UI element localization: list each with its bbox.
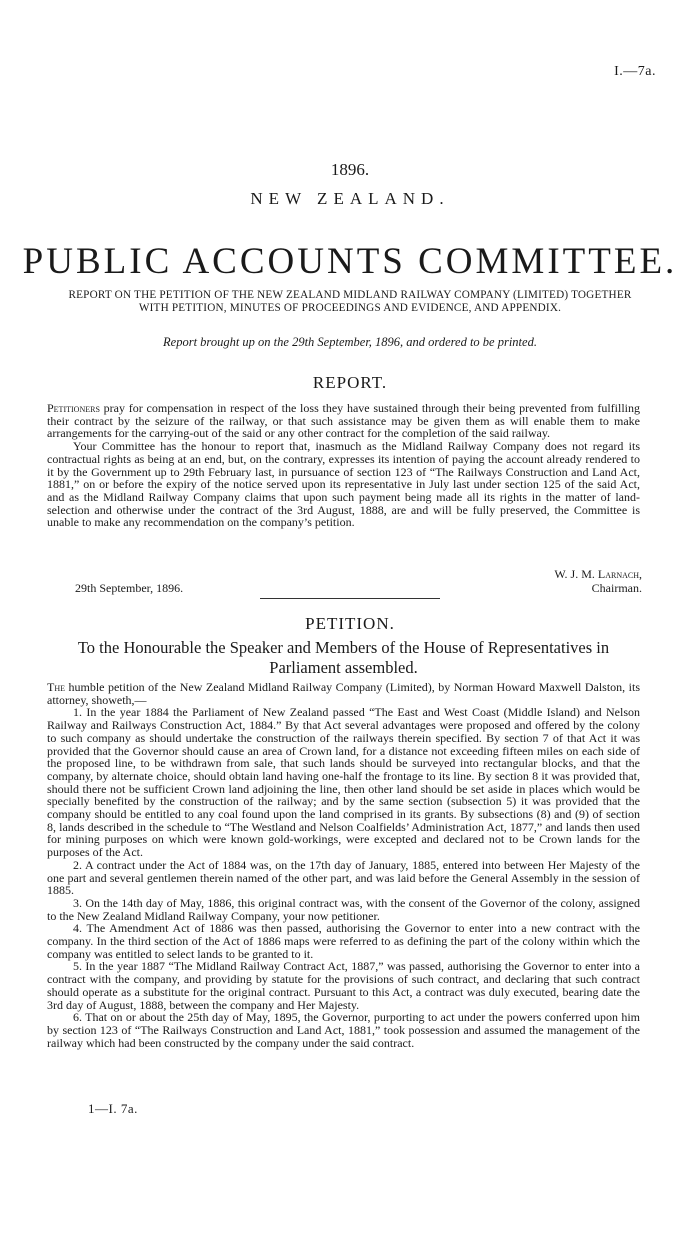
petition-paragraph: 4. The Amendment Act of 1886 was then passed, authorising the Governor to enter into a new contract with the company. In the third section of the Act of 1886 maps were referred to as defining the part of the colony within which the company was entitled to select lands to be granted to it. <box>47 921 640 961</box>
petition-body <box>47 681 640 1049</box>
report-lead-word: Petitioners <box>47 401 100 415</box>
report-paragraph-1 <box>47 402 640 440</box>
signatory-title: Chairman. <box>591 581 642 595</box>
report-body <box>47 402 640 529</box>
report-signatory: W. J. M. Larnach, <box>554 567 642 581</box>
signature-mark: 1—I. 7a. <box>88 1101 138 1116</box>
document-subtitle: REPORT ON THE PETITION OF THE NEW ZEALAND MIDLAND RAILWAY COMPANY (LIMITED) TOGETHER WITH PETITION, MINUTES OF PROCEEDINGS AND EVIDENCE, AND APPENDIX. <box>68 289 632 314</box>
document-title: PUBLIC ACCOUNTS COMMITTEE. <box>22 241 678 282</box>
petition-intro <box>47 681 640 706</box>
country-heading: NEW ZEALAND. <box>250 189 450 208</box>
petition-paragraph: 5. In the year 1887 “The Midland Railway Contract Act, 1887,” was passed, authorising the Governor to enter into a contract with the company, and providing by statute for the provisions of such contract, and declaring that such contract should operate as a substitute for the original contract. Pursuant to this Act, a contract was duly executed, bearing date the 3rd day of August, 1888, between the company and Her Majesty. <box>47 959 640 1012</box>
petition-intro-text: humble petition of the New Zealand Midland Railway Company (Limited), by Norman Howard Maxwell Dalston, its attorney, showeth,— <box>47 680 640 707</box>
petition-paragraph: 3. On the 14th day of May, 1886, this original contract was, with the consent of the Governor of the colony, assigned to the New Zealand Midland Railway Company, your now petitioner. <box>47 895 640 923</box>
brought-up-note: Report brought up on the 29th September, 1896, and ordered to be printed. <box>163 335 537 349</box>
report-date: 29th September, 1896. <box>75 581 184 595</box>
section-divider <box>260 598 440 599</box>
year: 1896. <box>330 160 370 179</box>
petition-paragraph: 2. A contract under the Act of 1884 was, on the 17th day of January, 1885, entered into between Her Majesty of the one part and several gentlemen therein named of the other part, and was laid before the General Assembly in the session of 1885. <box>47 857 640 898</box>
petition-heading: PETITION. <box>305 614 395 633</box>
petition-lead-word: The <box>47 680 65 694</box>
report-heading: REPORT. <box>312 373 388 392</box>
petition-address: To the Honourable the Speaker and Members of the House of Representatives in Parliament assembled. <box>77 638 610 677</box>
report-paragraph-2: Your Committee has the honour to report that, inasmuch as the Midland Railway Company does not regard its contractual rights as being at an end, but, on the contrary, expresses its intention of paying the account already rendered to it by the Government up to 29th February last, in pursuance of section 123 of “The Railways Construction and Land Act, 1881,” on or before the expiry of the notice served upon its representative in July last under section 125 of the said Act, and as the Midland Railway Company claims that upon such payment being made all its rights in the matter of land-selection and otherwise under the contract of the 3rd August, 1888, are and will be fully preserved, the Committee is unable to make any recommendation on the company’s petition. <box>47 439 640 530</box>
page-reference: I.—7a. <box>614 64 656 79</box>
petition-paragraph: 6. That on or about the 25th day of May, 1895, the Governor, purporting to act under the powers conferred upon him by section 123 of “The Railways Construction and Land Act, 1881,” took possession and assumed the management of the railway which had been constructed by the company under the said contract. <box>47 1010 640 1050</box>
petition-paragraph: 1. In the year 1884 the Parliament of New Zealand passed “The East and West Coast (Middle Island) and Nelson Railway and Railways Construction Act, 1884.” By that Act several advantages were proposed and offered by the colony to such company as should undertake the construction of the railways therein specified. By section 7 of that Act it was provided that the Governor should cause an area of Crown land, for a distance not exceeding fifteen miles on each side of the proposed line, to be withdrawn from sale, that such lands should be surveyed into rectangular blocks, and that the company, by alternate choice, should obtain land having one-half the frontage to its line. By section 8 it was provided that, should there not be sufficient Crown land adjoining the line, then other land should be set aside in places which would be specially benefited by the construction of the railway; and by the same section (subsection 5) it was provided that the company should be entitled to any coal found upon the land comprised in its grants. By subsections (8) and (9) of section 8, lands described in the schedule to “The Westland and Nelson Coalfields’ Administration Act, 1877,” and lands then used for mining purposes on which were known gold-workings, were excepted and declared not to be Crown lands for the purposes of the Act. <box>47 705 640 860</box>
report-paragraph-1-text: pray for compensation in respect of the loss they have sustained through their being prevented from fulfilling their contract by the seizure of the railway, or that such assistance may be given them as will enable them to make arrangements for the carrying-out of the said or any other contract for the completion of the said railway. <box>47 401 640 441</box>
